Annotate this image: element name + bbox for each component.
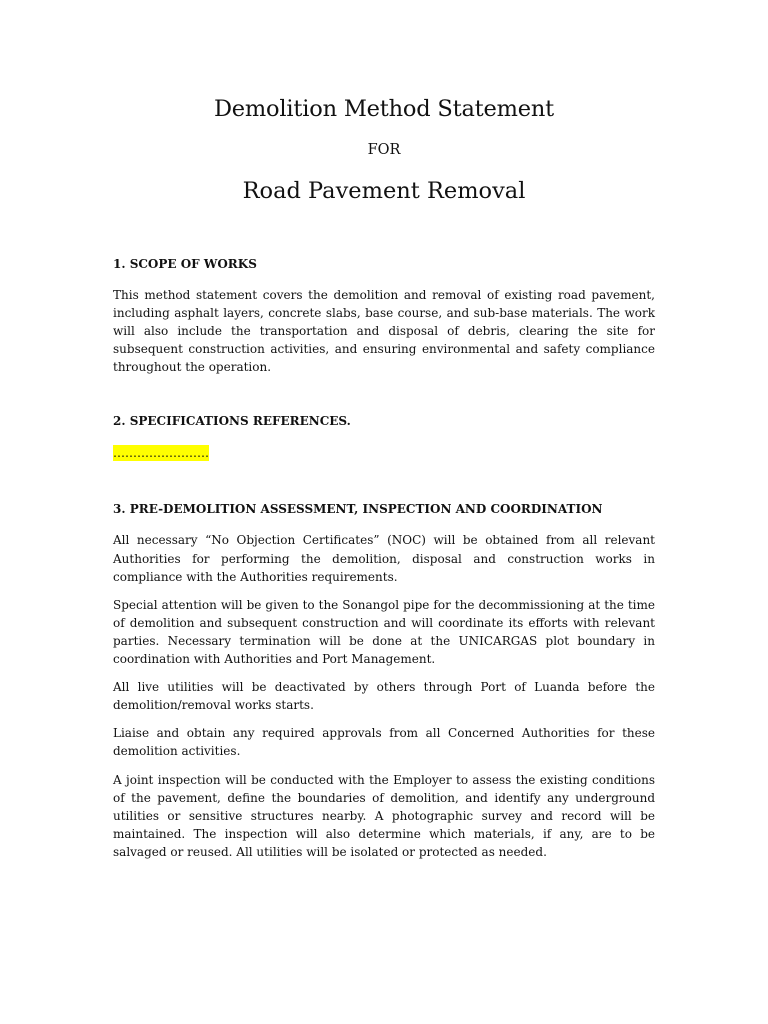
assessment-paragraph-utilities: All live utilities will be deactivated by others through Port of Luanda before the demolition/removal works starts. (113, 680, 655, 713)
assessment-paragraph-noc: All necessary “No Objection Certificates” (NOC) will be obtained from all relevant Authorities for performing the demolition, disposal and construction works in compliance with the Authorities requirements. (113, 533, 655, 584)
section-heading-assessment: 3. PRE-DEMOLITION ASSESSMENT, INSPECTION AND COORDINATION (113, 502, 603, 517)
document-title: Demolition Method Statement (213, 96, 555, 122)
section-heading-scope: 1. SCOPE OF WORKS (113, 257, 257, 271)
assessment-paragraph-inspection: A joint inspection will be conducted with the Employer to assess the existing conditions of the pavement, define the boundaries of demolition, and identify any underground utilities or sensitive structures nearby. A photographic survey and record will be maintained. The inspection will also determine which materials, if any, are to be salvaged or reused. All utilities will be isolated or protected as needed. (113, 772, 655, 859)
document-subtitle: Road Pavement Removal (242, 178, 526, 204)
assessment-paragraph-approvals: Liaise and obtain any required approvals from all Concerned Authorities for these demolition activities. (113, 726, 655, 759)
specifications-placeholder-row (113, 442, 655, 460)
document-for-label: FOR (367, 142, 401, 158)
assessment-paragraph-sonangol: Special attention will be given to the Sonangol pipe for the decommissioning at the time of demolition and subsequent construction and will coordinate its efforts with relevant parties. Necessary termination will be done at the UNICARGAS plot boundary in coordination with Authorities and Port Management. (113, 597, 655, 667)
scope-paragraph: This method statement covers the demolition and removal of existing road pavement, including asphalt layers, concrete slabs, base course, and sub-base materials. The work will also include the transportation and disposal of debris, clearing the site for subsequent construction activities, and ensuring environmental and safety compliance throughout the operation. (113, 288, 655, 375)
section-heading-specifications: 2. SPECIFICATIONS REFERENCES. (113, 414, 351, 429)
document-content (113, 92, 655, 861)
specifications-placeholder: …………………… (113, 446, 209, 461)
